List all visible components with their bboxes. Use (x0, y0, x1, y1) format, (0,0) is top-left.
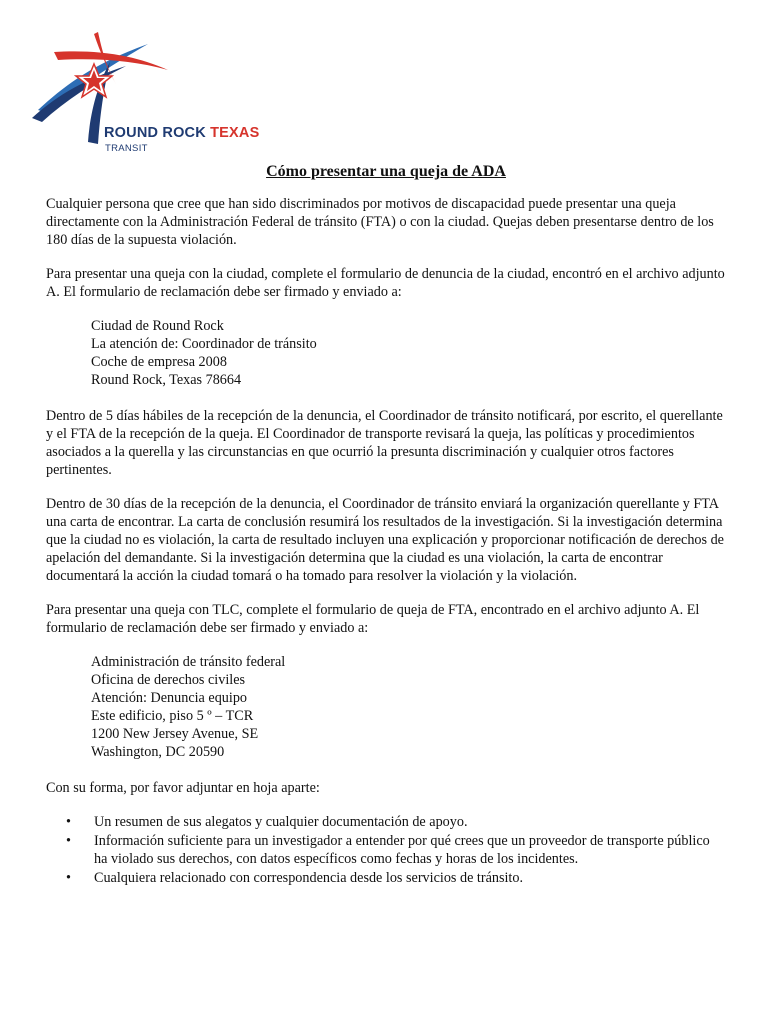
address-line: Administración de tránsito federal (91, 654, 286, 670)
logo-wordmark (104, 125, 259, 141)
paragraph-thirty-days: Dentro de 30 días de la recepción de la denuncia, el Coordinador de tránsito enviará la organización querellante y FTA una carta de encontrar. La carta de conclusión resumirá los resultados de la investigación. Si la investigación determina que la ciudad no es violación, la carta de resultado incluyen una explicación y proporcionar notificación de derechos de apelación del demandante. Si la investigación determina que la ciudad es una violación, la carta de encontrar documentará la acción la ciudad tomará o ha tomado para resolver la violación y la violación. (46, 496, 724, 584)
bullet-icon: • (66, 870, 71, 886)
address-line: Washington, DC 20590 (91, 744, 225, 760)
document-title: Cómo presentar una queja de ADA (266, 163, 506, 180)
logo-wordmark-texas: TEXAS (210, 125, 260, 141)
logo-subtitle: TRANSIT (105, 143, 148, 154)
address-line: Atención: Denuncia equipo (91, 690, 248, 706)
logo-wordmark-round-rock: ROUND ROCK (104, 125, 211, 141)
paragraph-intro: Cualquier persona que cree que han sido discriminados por motivos de discapacidad puede presentar una queja directamente con la Administración Federal de tránsito (FTA) o con la ciudad. Quejas deben presentarse dentro de los 180 días de la supuesta violación. (46, 196, 714, 248)
address-line: Coche de empresa 2008 (91, 354, 227, 370)
paragraph-fta-complaint: Para presentar una queja con TLC, complete el formulario de queja de FTA, encontrado en el archivo adjunto A. El formulario de reclamación debe ser firmado y enviado a: (46, 602, 700, 636)
address-line: Este edificio, piso 5 º – TCR (91, 708, 254, 724)
paragraph-attach: Con su forma, por favor adjuntar en hoja aparte: (46, 780, 320, 796)
list-item (46, 832, 726, 868)
list-item (46, 813, 726, 831)
list-item-text: Información suficiente para un investigador a entender por qué crees que un proveedor de transporte público ha violado sus derechos, con datos específicos como fechas y horas de los incidentes. (94, 833, 710, 867)
address-line: Ciudad de Round Rock (91, 318, 224, 334)
bullet-icon: • (66, 814, 71, 830)
address-line: Oficina de derechos civiles (91, 672, 246, 688)
address-line: Round Rock, Texas 78664 (91, 372, 242, 388)
address-line: 1200 New Jersey Avenue, SE (91, 726, 259, 742)
address-line: La atención de: Coordinador de tránsito (91, 336, 317, 352)
document-body (46, 163, 726, 888)
list-item (46, 869, 726, 887)
round-rock-transit-logo (28, 22, 260, 154)
paragraph-city-complaint: Para presentar una queja con la ciudad, complete el formulario de denuncia de la ciudad, encontró en el archivo adjunto A. El formulario de reclamación debe ser firmado y enviado a: (46, 266, 725, 300)
attachment-list (46, 813, 726, 887)
list-item-text: Cualquiera relacionado con correspondencia desde los servicios de tránsito. (94, 870, 524, 886)
paragraph-five-days: Dentro de 5 días hábiles de la recepción de la denuncia, el Coordinador de tránsito notificará, por escrito, el querellante y el FTA de la recepción de la queja. El Coordinador de transporte revisará la queja, las políticas y procedimientos asociados a la querella y las circunstancias en que ocurrió la presunta discriminación y cualquier otros factores pertinentes. (46, 408, 723, 478)
list-item-text: Un resumen de sus alegatos y cualquier documentación de apoyo. (94, 814, 468, 830)
bullet-icon: • (66, 833, 71, 849)
address-fta (91, 653, 726, 761)
address-city (91, 317, 726, 389)
